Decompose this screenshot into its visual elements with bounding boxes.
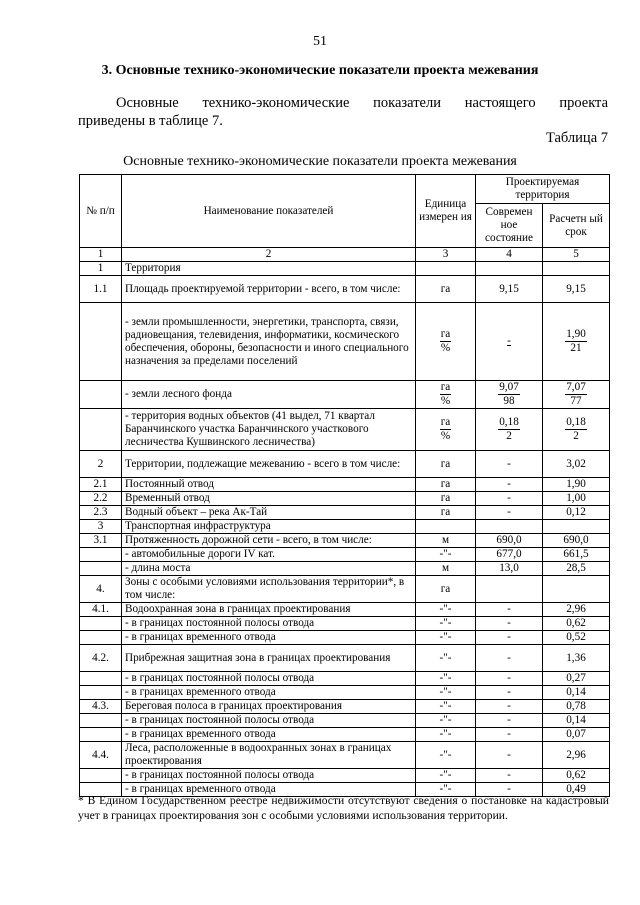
cell-calc: 3,02 xyxy=(543,451,610,478)
cell-name: Водный объект – река Ак-Тай xyxy=(122,506,416,520)
cell-num xyxy=(80,672,122,686)
cell-current: - xyxy=(476,492,543,506)
table-row xyxy=(80,714,610,728)
cell-unit: -"- xyxy=(416,617,476,631)
cell-current: - xyxy=(476,728,543,742)
cell-current: 690,0 xyxy=(476,534,543,548)
cell-calc: 0,27 xyxy=(543,672,610,686)
table-row xyxy=(80,700,610,714)
cell-unit: га xyxy=(416,451,476,478)
page-number: 51 xyxy=(313,34,327,49)
cell-calc: 28,5 xyxy=(543,562,610,576)
footnote: * В Едином Государственном реестре недвижимости отсутствуют сведения о постановке на кадастровый учет в границах проектирования зон с особыми условиями использования территории. xyxy=(78,794,609,822)
cell-unit: га xyxy=(416,478,476,492)
cell-name: - длина моста xyxy=(122,562,416,576)
cell-num xyxy=(80,728,122,742)
intro-line-1: Основные технико-экономические показатели настоящего проекта xyxy=(116,95,608,111)
cell-current: - xyxy=(476,686,543,700)
calc-fraction-top: 0,18 xyxy=(566,416,586,428)
unit-fraction xyxy=(440,328,452,355)
calc-fraction-bottom: 2 xyxy=(573,430,579,442)
cell-unit xyxy=(416,520,476,534)
calc-fraction-bottom: 77 xyxy=(570,395,582,407)
cell-calc: 0,14 xyxy=(543,686,610,700)
cell-calc: 690,0 xyxy=(543,534,610,548)
unit-fraction-top: га xyxy=(440,328,451,340)
current-fraction-top: 0,18 xyxy=(499,416,519,428)
cell-calc: 0,49 xyxy=(543,783,610,797)
cell-num: 4.3. xyxy=(80,700,122,714)
cell-unit: -"- xyxy=(416,769,476,783)
cell-num: 2 xyxy=(80,451,122,478)
table-label: Таблица 7 xyxy=(545,130,608,146)
cell-current: - xyxy=(476,478,543,492)
unit-fraction-bottom: % xyxy=(440,395,451,407)
current-fraction-bottom: 98 xyxy=(503,395,515,407)
table-row xyxy=(80,276,610,303)
header-current: Современ ное состояние xyxy=(476,204,543,248)
cell-unit: -"- xyxy=(416,548,476,562)
cell-unit: -"- xyxy=(416,672,476,686)
calc-fraction-top: 1,90 xyxy=(566,328,586,340)
cell-name: - земли промышленности, энергетики, транспорта, связи, радиовещания, телевидения, информатики, космического обеспечения, обороны, безопасности и иного специального назначения за пределами поселений xyxy=(122,303,416,381)
cell-current: - xyxy=(476,645,543,672)
cell-unit: -"- xyxy=(416,783,476,797)
cell-name: - в границах временного отвода xyxy=(122,783,416,797)
table-row xyxy=(80,672,610,686)
table-row xyxy=(80,562,610,576)
cell-unit xyxy=(416,303,476,381)
cell-calc: 9,15 xyxy=(543,276,610,303)
cell-num: 4.2. xyxy=(80,645,122,672)
calc-fraction-bottom: 21 xyxy=(570,342,582,354)
cell-name: Постоянный отвод xyxy=(122,478,416,492)
cell-name: Леса, расположенные в водоохранных зонах в границах проектирования xyxy=(122,742,416,769)
cell-name: - в границах временного отвода xyxy=(122,686,416,700)
cell-name: Протяженность дорожной сети - всего, в том числе: xyxy=(122,534,416,548)
cell-current: - xyxy=(476,617,543,631)
cell-name: - в границах постоянной полосы отвода xyxy=(122,672,416,686)
cell-name: Территория xyxy=(122,262,416,276)
table-row xyxy=(80,631,610,645)
cell-unit: м xyxy=(416,562,476,576)
cell-current: 13,0 xyxy=(476,562,543,576)
cell-unit: га xyxy=(416,506,476,520)
header-num: № п/п xyxy=(80,175,122,248)
cell-num: 4. xyxy=(80,576,122,603)
cell-num: 2.1 xyxy=(80,478,122,492)
cell-name: Прибрежная защитная зона в границах проектирования xyxy=(122,645,416,672)
header-unit: Единица измерен ия xyxy=(416,175,476,248)
table-row xyxy=(80,262,610,276)
cell-current: - xyxy=(476,506,543,520)
cell-calc: 2,96 xyxy=(543,603,610,617)
cell-calc: 0,78 xyxy=(543,700,610,714)
cell-name: Зоны с особыми условиями использования территории*, в том числе: xyxy=(122,576,416,603)
cell-unit: га xyxy=(416,576,476,603)
cell-unit: -"- xyxy=(416,728,476,742)
cell-current: - xyxy=(476,700,543,714)
current-fraction-bottom: 2 xyxy=(506,430,512,442)
cell-calc xyxy=(543,576,610,603)
cell-unit xyxy=(416,381,476,409)
cell-current: - xyxy=(476,769,543,783)
col-number: 3 xyxy=(416,248,476,262)
cell-calc: 0,62 xyxy=(543,769,610,783)
cell-name: - автомобильные дороги IV кат. xyxy=(122,548,416,562)
cell-name: Водоохранная зона в границах проектирования xyxy=(122,603,416,617)
table-row xyxy=(80,769,610,783)
table-row xyxy=(80,381,610,409)
cell-name: Временный отвод xyxy=(122,492,416,506)
cell-unit: га xyxy=(416,276,476,303)
cell-current xyxy=(476,576,543,603)
cell-unit: -"- xyxy=(416,686,476,700)
cell-calc: 0,14 xyxy=(543,714,610,728)
calc-fraction xyxy=(565,416,587,443)
col-number: 5 xyxy=(543,248,610,262)
cell-num: 4.4. xyxy=(80,742,122,769)
cell-num: 2.3 xyxy=(80,506,122,520)
cell-current: - xyxy=(476,451,543,478)
intro-line-2: приведены в таблице 7. xyxy=(78,113,223,129)
section-heading: 3. Основные технико-экономические показатели проекта межевания xyxy=(101,63,539,78)
column-numbers-row xyxy=(80,248,610,262)
col-number: 2 xyxy=(122,248,416,262)
cell-current xyxy=(476,262,543,276)
table-row xyxy=(80,478,610,492)
table-row xyxy=(80,686,610,700)
current-value: - xyxy=(507,335,511,347)
cell-current xyxy=(476,303,543,381)
cell-num: 1 xyxy=(80,262,122,276)
cell-calc xyxy=(543,303,610,381)
current-fraction-top: 9,07 xyxy=(499,381,519,393)
cell-current xyxy=(476,381,543,409)
table-row xyxy=(80,506,610,520)
cell-current: - xyxy=(476,631,543,645)
unit-fraction-bottom: % xyxy=(440,430,451,442)
current-fraction xyxy=(498,381,520,408)
cell-calc xyxy=(543,262,610,276)
cell-calc: 0,62 xyxy=(543,617,610,631)
cell-current xyxy=(476,520,543,534)
unit-fraction-top: га xyxy=(440,381,451,393)
table-row xyxy=(80,617,610,631)
table-row xyxy=(80,451,610,478)
cell-num: 3 xyxy=(80,520,122,534)
cell-unit: -"- xyxy=(416,645,476,672)
cell-calc xyxy=(543,409,610,451)
calc-fraction xyxy=(565,381,587,408)
header-name: Наименование показателей xyxy=(122,175,416,248)
cell-calc xyxy=(543,381,610,409)
cell-num: 2.2 xyxy=(80,492,122,506)
cell-unit: -"- xyxy=(416,742,476,769)
table-row xyxy=(80,576,610,603)
cell-num xyxy=(80,714,122,728)
table-header-row xyxy=(80,175,610,204)
cell-current: - xyxy=(476,603,543,617)
cell-calc: 0,52 xyxy=(543,631,610,645)
cell-num xyxy=(80,548,122,562)
cell-calc: 1,90 xyxy=(543,478,610,492)
table-row xyxy=(80,303,610,381)
cell-unit: -"- xyxy=(416,714,476,728)
cell-num xyxy=(80,769,122,783)
cell-unit xyxy=(416,409,476,451)
cell-num: 3.1 xyxy=(80,534,122,548)
table-row xyxy=(80,548,610,562)
cell-name: - в границах постоянной полосы отвода xyxy=(122,769,416,783)
cell-current: - xyxy=(476,672,543,686)
unit-fraction xyxy=(440,381,452,408)
table-row xyxy=(80,645,610,672)
header-project: Проектируемая территория xyxy=(476,175,610,204)
cell-calc: 661,5 xyxy=(543,548,610,562)
cell-name: Транспортная инфраструктура xyxy=(122,520,416,534)
table-title: Основные технико-экономические показатели проекта межевания xyxy=(123,154,517,169)
cell-name: Площадь проектируемой территории - всего, в том числе: xyxy=(122,276,416,303)
calc-fraction-top: 7,07 xyxy=(566,381,586,393)
cell-name: - территория водных объектов (41 выдел, 71 квартал Баранчинского участка Баранчинского участкового лесничества Кушвинского лесничества) xyxy=(122,409,416,451)
intro-paragraph xyxy=(78,94,608,130)
header-calc: Расчетн ый срок xyxy=(543,204,610,248)
cell-name: - в границах временного отвода xyxy=(122,631,416,645)
cell-name: - в границах временного отвода xyxy=(122,728,416,742)
table-row xyxy=(80,603,610,617)
cell-name: Береговая полоса в границах проектирования xyxy=(122,700,416,714)
unit-fraction-top: га xyxy=(440,416,451,428)
cell-num xyxy=(80,631,122,645)
cell-current: - xyxy=(476,714,543,728)
cell-current: 677,0 xyxy=(476,548,543,562)
table-row xyxy=(80,520,610,534)
cell-num xyxy=(80,303,122,381)
cell-unit: м xyxy=(416,534,476,548)
cell-num xyxy=(80,617,122,631)
cell-name: - в границах постоянной полосы отвода xyxy=(122,617,416,631)
table-row xyxy=(80,534,610,548)
cell-name: - в границах постоянной полосы отвода xyxy=(122,714,416,728)
cell-unit: -"- xyxy=(416,700,476,714)
unit-fraction-bottom: % xyxy=(440,342,451,354)
cell-current: 9,15 xyxy=(476,276,543,303)
cell-num xyxy=(80,686,122,700)
cell-calc: 2,96 xyxy=(543,742,610,769)
cell-unit: -"- xyxy=(416,631,476,645)
calc-fraction xyxy=(565,328,587,355)
cell-num xyxy=(80,562,122,576)
cell-name: - земли лесного фонда xyxy=(122,381,416,409)
cell-unit xyxy=(416,262,476,276)
cell-unit: -"- xyxy=(416,603,476,617)
cell-calc xyxy=(543,520,610,534)
cell-current: - xyxy=(476,783,543,797)
col-number: 4 xyxy=(476,248,543,262)
cell-current: - xyxy=(476,742,543,769)
col-number: 1 xyxy=(80,248,122,262)
cell-num xyxy=(80,409,122,451)
cell-calc: 0,12 xyxy=(543,506,610,520)
table-row xyxy=(80,728,610,742)
unit-fraction xyxy=(440,416,452,443)
cell-current xyxy=(476,409,543,451)
table-row xyxy=(80,409,610,451)
cell-calc: 0,07 xyxy=(543,728,610,742)
indicators-table xyxy=(79,174,610,797)
cell-num: 1.1 xyxy=(80,276,122,303)
cell-calc: 1,00 xyxy=(543,492,610,506)
cell-calc: 1,36 xyxy=(543,645,610,672)
cell-num xyxy=(80,381,122,409)
cell-num: 4.1. xyxy=(80,603,122,617)
cell-name: Территории, подлежащие межеванию - всего в том числе: xyxy=(122,451,416,478)
table-row xyxy=(80,492,610,506)
cell-unit: га xyxy=(416,492,476,506)
table-row xyxy=(80,742,610,769)
current-fraction xyxy=(498,416,520,443)
